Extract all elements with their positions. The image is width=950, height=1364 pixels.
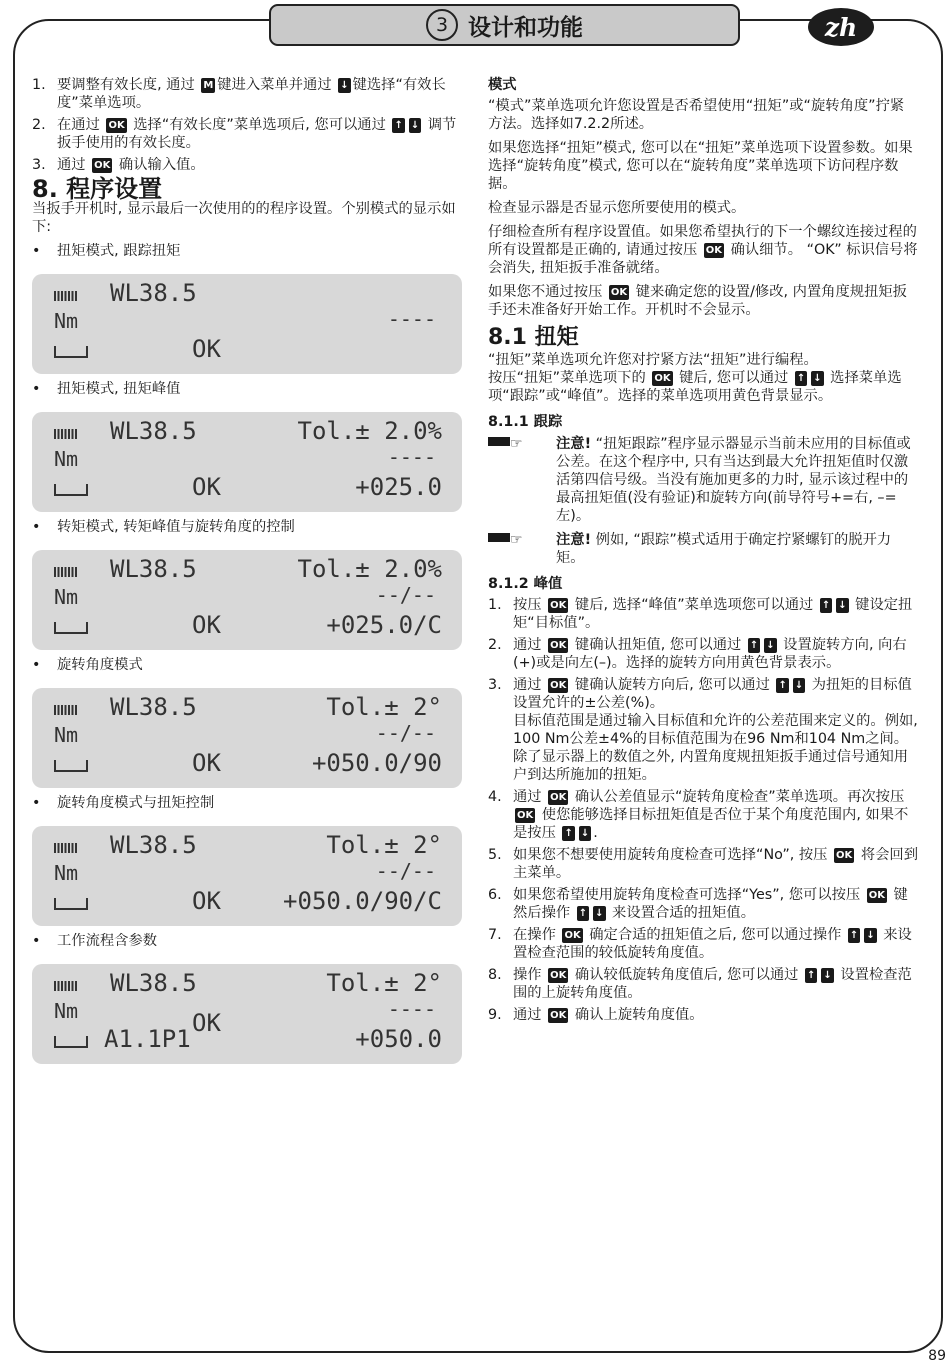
display-label: • 扭矩模式, 扭矩峰值 — [32, 380, 462, 398]
pointing-hand-icon: ☞ — [488, 435, 522, 453]
torque-value: +025.0/C — [326, 611, 442, 639]
mode-para-2: 如果您选择“扭矩”模式, 您可以在“扭矩”菜单选项下设置参数。如果选择“旋转角度”模式, 您可以在“旋转角度”菜单选项下访问程序数据。 — [488, 140, 913, 192]
step-item: 9. 通过 OK 确认上旋转角度值。 — [488, 1007, 704, 1023]
ok-status: OK — [192, 611, 221, 639]
torque-title: 8.1 扭矩 — [488, 325, 579, 350]
battery-icon — [54, 567, 78, 577]
chapter-header — [269, 4, 740, 46]
status-frame-icon — [54, 622, 88, 634]
torque-value: +025.0 — [355, 473, 442, 501]
battery-icon — [54, 705, 78, 715]
lcd-display — [32, 550, 462, 650]
torque-value: +050.0/90/C — [283, 887, 442, 915]
chapter-title: 设计和功能 — [468, 14, 583, 41]
display-label: • 旋转角度模式 — [32, 656, 462, 674]
step-item: 3. 通过 OK 确认输入值。 — [32, 157, 205, 173]
step-item: 6. 如果您希望使用旋转角度检查可选择“Yes”, 您可以按压 OK 键然后操作 ↑ ↓ 来设置合适的扭矩值。 — [488, 887, 908, 921]
step-item: 3. 通过 OK 键确认旋转方向后, 您可以通过 ↑ ↓ 为扭矩的目标值设置允许的±公差(%)。 目标值范围是通过输入目标值和允许的公差范围来定义的。例如, 100 Nm公差±4%的目标值范围为在96 Nm和104 Nm之间。除了显示器上的数值之外, 内置角度规扭矩扳手通过信号通知用户到达所施加的扭矩。 — [488, 677, 918, 783]
wrench-name: WL38.5 — [110, 969, 197, 997]
torque-intro: “扭矩”菜单选项允许您对拧紧方法“扭矩”进行编程。 — [488, 352, 818, 368]
unit: Nm — [54, 309, 79, 333]
wrench-name: WL38.5 — [110, 279, 197, 307]
mode-para-3: 检查显示器是否显示您所要使用的模式。 — [488, 200, 746, 216]
display-label: • 旋转角度模式与扭矩控制 — [32, 794, 462, 812]
step-item: 4. 通过 OK 确认公差值显示“旋转角度检查”菜单选项。再次按压 OK 使您能够选择目标扭矩值是否位于某个角度范围内, 如果不是按压 ↑ ↓ . — [488, 789, 909, 841]
wrench-name: WL38.5 — [110, 693, 197, 721]
display-label: • 工作流程含参数 — [32, 932, 462, 950]
nook-para: 如果您不通过按压 OK 键来确定您的设置/修改, 内置角度规扭矩扳手还未准备好开始工作。开机时不会显示。 — [488, 284, 907, 318]
intro-steps — [32, 76, 462, 174]
unit: Nm — [54, 861, 79, 885]
step-item: 2. 通过 OK 键确认扭矩值, 您可以通过 ↑ ↓ 设置旋转方向, 向右(+)或是向左(–)。选择的旋转方向用黄色背景表示。 — [488, 637, 907, 671]
right-column — [488, 76, 918, 1030]
chapter-number: 3 — [426, 9, 458, 41]
status-frame-icon — [54, 760, 88, 772]
tolerance: Tol.± 2° — [326, 693, 442, 721]
display-examples — [32, 242, 462, 1064]
lcd-display — [32, 964, 462, 1064]
lcd-display — [32, 688, 462, 788]
mode-para-1: “模式”菜单选项允许您设置是否希望使用“扭矩”或“旋转角度”拧紧方法。选择如7.2.2所述。 — [488, 98, 905, 132]
status-frame-icon — [54, 484, 88, 496]
track-title: 8.1.1 跟踪 — [488, 414, 563, 430]
tolerance: Tol.± 2.0% — [297, 417, 442, 445]
unit: Nm — [54, 999, 79, 1023]
unit: Nm — [54, 447, 79, 471]
lcd-display — [32, 826, 462, 926]
unit: Nm — [54, 585, 79, 609]
peak-steps — [488, 596, 918, 1024]
step-item: 5. 如果您不想要使用旋转角度检查可选择“No”, 按压 OK 将会回到主菜单。 — [488, 847, 919, 881]
wrench-name: WL38.5 — [110, 555, 197, 583]
status-frame-icon — [54, 346, 88, 358]
pointing-hand-icon: ☞ — [488, 531, 522, 549]
battery-icon — [54, 291, 78, 301]
section-intro: 当扳手开机时, 显示最后一次使用的的程序设置。个别模式的显示如下: — [32, 201, 456, 235]
tolerance: Tol.± 2° — [326, 969, 442, 997]
battery-icon — [54, 429, 78, 439]
ok-status: OK — [192, 1009, 221, 1037]
wrench-name: WL38.5 — [110, 417, 197, 445]
step-item: 8. 操作 OK 确认较低旋转角度值后, 您可以通过 ↑ ↓ 设置检查范围的上旋转角度值。 — [488, 967, 912, 1001]
direction-indicator: --/-- — [375, 859, 436, 883]
direction-indicator: ---- — [387, 445, 436, 469]
torque-value: +050.0 — [355, 1025, 442, 1053]
direction-indicator: --/-- — [375, 583, 436, 607]
lcd-display — [32, 274, 462, 374]
torque-value: +050.0/90 — [311, 749, 442, 777]
ok-status: OK — [192, 887, 221, 915]
torque-para: 按压“扭矩”菜单选项下的 OK 键后, 您可以通过 ↑ ↓ 选择菜单选项“跟踪”或“峰值”。选择的菜单选项用黄色背景显示。 — [488, 370, 902, 404]
wrench-name: WL38.5 — [110, 831, 197, 859]
ok-status: OK — [192, 749, 221, 777]
note-1: ☞ 注意! “扭矩跟踪”程序显示器显示当前未应用的目标值或公差。在这个程序中, 只有当达到最大允许扭矩值时仅激活第四信号级。当没有施加更多的力时, 显示该过程中的最高扭矩值(没有验证)和旋转方向(前导符号+=右, –=左)。 — [488, 435, 918, 525]
note-2: ☞ 注意! 例如, “跟踪”模式适用于确定拧紧螺钉的脱开力矩。 — [488, 531, 918, 567]
battery-icon — [54, 981, 78, 991]
page-number: 89 — [928, 1348, 946, 1364]
mode-title: 模式 — [488, 77, 517, 93]
step-item: 7. 在操作 OK 确定合适的扭矩值之后, 您可以通过操作 ↑ ↓ 来设置检查范围的较低旋转角度值。 — [488, 927, 912, 961]
step-item: 2. 在通过 OK 选择“有效长度”菜单选项后, 您可以通过 ↑ ↓ 调节扳手使用的有效长度。 — [32, 117, 457, 151]
battery-icon — [54, 843, 78, 853]
unit: Nm — [54, 723, 79, 747]
tolerance: Tol.± 2° — [326, 831, 442, 859]
status-frame-icon — [54, 1036, 88, 1048]
tolerance: Tol.± 2.0% — [297, 555, 442, 583]
step-item: 1. 要调整有效长度, 通过 M 键进入菜单并通过 ↓ 键选择“有效长度”菜单选项。 — [32, 77, 446, 111]
status-frame-icon — [54, 898, 88, 910]
program-id: A1.1P1 — [104, 1025, 191, 1053]
lcd-display — [32, 412, 462, 512]
display-label: • 转矩模式, 转矩峰值与旋转角度的控制 — [32, 518, 462, 536]
direction-indicator: ---- — [387, 997, 436, 1021]
display-label: • 扭矩模式, 跟踪扭矩 — [32, 242, 462, 260]
section-title: 8. 程序设置 — [32, 175, 163, 203]
direction-indicator: ---- — [387, 307, 436, 331]
ok-status: OK — [192, 473, 221, 501]
peak-title: 8.1.2 峰值 — [488, 576, 563, 592]
direction-indicator: --/-- — [375, 721, 436, 745]
step-item: 1. 按压 OK 键后, 选择“峰值”菜单选项您可以通过 ↑ ↓ 键设定扭矩“目标值”。 — [488, 597, 913, 631]
ok-status: OK — [192, 335, 221, 363]
check-para: 仔细检查所有程序设置值。如果您希望执行的下一个螺纹连接过程的所有设置都是正确的, 请通过按压 OK 确认细节。 “OK” 标识信号将会消失, 扭矩扳手准备就绪。 — [488, 224, 918, 276]
left-column — [32, 76, 462, 1068]
language-badge: zh — [808, 8, 874, 46]
